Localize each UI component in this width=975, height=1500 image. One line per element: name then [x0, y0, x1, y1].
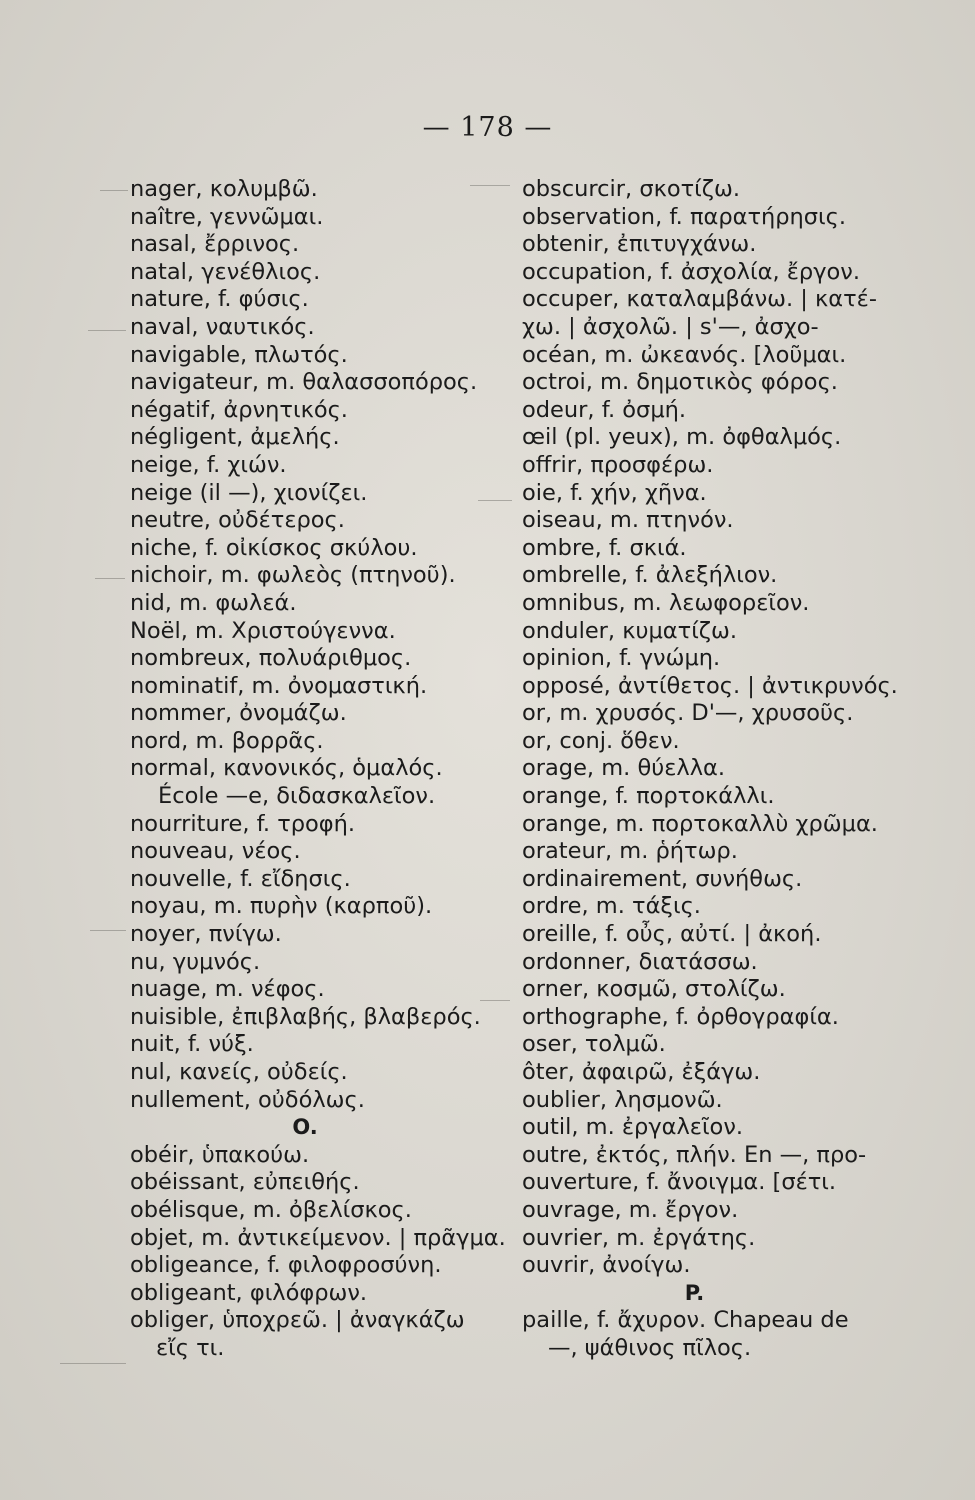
- dictionary-entry: or, conj. ὅθεν.: [522, 727, 680, 754]
- dictionary-entry: obtenir, ἐπιτυγχάνω.: [522, 231, 757, 258]
- dictionary-entry: noyau, m. πυρὴν (καρποῦ).: [130, 893, 433, 920]
- dictionary-entry: obligeant, φιλόφρων.: [130, 1279, 368, 1306]
- dictionary-entry: nouvelle, f. εἴδησις.: [130, 865, 351, 892]
- dictionary-entry: nu, γυμνός.: [130, 948, 261, 975]
- dictionary-entry: nombreux, πολυάριθμος.: [130, 645, 412, 672]
- dictionary-entry: nuage, m. νέφος.: [130, 976, 325, 1003]
- dictionary-entry: oser, τολμῶ.: [522, 1031, 666, 1058]
- dictionary-entry: nouveau, νέος.: [130, 838, 301, 865]
- dictionary-entry: neutre, οὐδέτερος.: [130, 507, 345, 534]
- dictionary-entry: nourriture, f. τροφή.: [130, 810, 356, 837]
- dictionary-entry: orner, κοσμῶ, στολίζω.: [522, 976, 786, 1003]
- dictionary-entry: opinion, f. γνώμη.: [522, 645, 721, 672]
- dictionary-entry: ombrelle, f. ἀλεξήλιον.: [522, 562, 778, 589]
- dictionary-entry: orateur, m. ῥήτωρ.: [522, 838, 738, 865]
- dictionary-entry: naval, ναυτικός.: [130, 313, 315, 340]
- dictionary-entry: ordonner, διατάσσω.: [522, 948, 758, 975]
- dictionary-entry: ouvrir, ἀνοίγω.: [522, 1252, 691, 1279]
- dictionary-entry: niche, f. οἰκίσκος σκύλου.: [130, 534, 418, 561]
- page-number: — 178 —: [422, 112, 553, 143]
- dictionary-entry: neige (il —), χιονίζει.: [130, 479, 368, 506]
- dictionary-entry: offrir, προσφέρω.: [522, 451, 714, 478]
- dictionary-entry: obélisque, m. ὀβελίσκος.: [130, 1196, 412, 1223]
- dictionary-entry: Noël, m. Χριστούγεννα.: [130, 617, 396, 644]
- dictionary-entry: oreille, f. οὖς, αὐτί. | ἀκοή.: [522, 921, 822, 948]
- dictionary-entry: onduler, κυματίζω.: [522, 617, 738, 644]
- dictionary-entry: négligent, ἀμελής.: [130, 424, 340, 451]
- letter-heading-o: O.: [292, 1115, 318, 1140]
- dictionary-entry: observation, f. παρατήρησις.: [522, 203, 847, 230]
- dictionary-entry: ordre, m. τάξις.: [522, 893, 701, 920]
- dictionary-entry: obliger, ὑποχρεῶ. | ἀναγκάζω: [130, 1307, 465, 1334]
- dictionary-entry: orage, m. θύελλα.: [522, 755, 726, 782]
- dictionary-entry: oublier, λησμονῶ.: [522, 1086, 723, 1113]
- dictionary-entry: ouvrier, m. ἐργάτης.: [522, 1224, 756, 1251]
- dictionary-entry: navigateur, m. θαλασσοπόρος.: [130, 369, 478, 396]
- dictionary-entry: oie, f. χήν, χῆνα.: [522, 479, 707, 506]
- dictionary-entry: ouvrage, m. ἔργον.: [522, 1196, 739, 1223]
- dictionary-entry: noyer, πνίγω.: [130, 921, 282, 948]
- dictionary-entry: nul, κανείς, οὐδείς.: [130, 1059, 348, 1085]
- dictionary-entry: occuper, καταλαμβάνω. | κατέ-: [522, 286, 877, 313]
- dictionary-entry: natal, γενέθλιος.: [130, 258, 321, 285]
- dictionary-entry: omnibus, m. λεωφορεῖον.: [522, 589, 810, 616]
- dictionary-entry: oiseau, m. πτηνόν.: [522, 507, 734, 534]
- dictionary-entry: nichoir, m. φωλεὸς (πτηνοῦ).: [130, 562, 456, 589]
- dictionary-entry: nuit, f. νύξ.: [130, 1031, 254, 1058]
- dictionary-entry: obéir, ὑπακούω.: [130, 1141, 310, 1168]
- dictionary-entry: normal, κανονικός, ὁμαλός.: [130, 755, 443, 782]
- dictionary-entry: orange, f. πορτοκάλλι.: [522, 783, 775, 810]
- dictionary-entry: opposé, ἀντίθετος. | ἀντικρυνός.: [522, 672, 898, 699]
- dictionary-entry: œil (pl. yeux), m. ὀφθαλμός.: [522, 424, 842, 451]
- right-column: [522, 176, 962, 1363]
- dictionary-entry: orthographe, f. ὀρθογραφία.: [522, 1003, 839, 1030]
- dictionary-entry: obligeance, f. φιλοφροσύνη.: [130, 1252, 442, 1279]
- dictionary-entry: neige, f. χιών.: [130, 451, 287, 478]
- dictionary-entry: obéissant, εὐπειθής.: [130, 1169, 360, 1196]
- left-column: [130, 176, 510, 1363]
- dictionary-entry: ombre, f. σκιά.: [522, 534, 687, 561]
- letter-heading-p: P.: [684, 1280, 705, 1305]
- dictionary-entry: occupation, f. ἀσχολία, ἔργον.: [522, 258, 860, 285]
- dictionary-entry: objet, m. ἀντικείμενον. | πρᾶγμα.: [130, 1224, 506, 1251]
- dictionary-entry: odeur, f. ὀσμή.: [522, 396, 687, 423]
- dictionary-entry: nuisible, ἐπιβλαβής, βλαβερός.: [130, 1003, 481, 1030]
- dictionary-entry-continuation: χω. | ἀσχολῶ. | s'—, ἀσχο-: [522, 313, 819, 340]
- dictionary-entry: paille, f. ἄχυρον. Chapeau de: [522, 1307, 849, 1334]
- dictionary-entry: orange, m. πορτοκαλλὺ χρῶμα.: [522, 810, 878, 837]
- dictionary-entry: nager, κολυμβῶ.: [130, 176, 318, 202]
- dictionary-entry: nommer, ὀνομάζω.: [130, 700, 347, 727]
- dictionary-subentry: École —e, διδασκαλεῖον.: [158, 783, 436, 810]
- dictionary-entry: outil, m. ἐργαλεῖον.: [522, 1114, 744, 1141]
- dictionary-entry-continuation: —, ψάθινος πῖλος.: [548, 1334, 752, 1361]
- dictionary-entry: outre, ἐκτός, πλήν. En —, προ-: [522, 1141, 867, 1168]
- dictionary-entry: nasal, ἔρρινος.: [130, 231, 300, 258]
- dictionary-entry: navigable, πλωτός.: [130, 341, 348, 368]
- dictionary-entry: or, m. χρυσός. D'—, χρυσοῦς.: [522, 700, 854, 727]
- dictionary-entry: obscurcir, σκοτίζω.: [522, 176, 741, 202]
- dictionary-entry: ordinairement, συνήθως.: [522, 865, 803, 892]
- dictionary-entry: nullement, οὐδόλως.: [130, 1086, 365, 1113]
- dictionary-entry: nid, m. φωλεά.: [130, 589, 297, 616]
- dictionary-entry: nord, m. βορρᾶς.: [130, 727, 324, 754]
- dictionary-entry: ouverture, f. ἄνοιγμα. [σέτι.: [522, 1169, 837, 1196]
- dictionary-entry: océan, m. ὠκεανός. [λοῦμαι.: [522, 341, 847, 368]
- dictionary-entry: octroi, m. δημοτικὸς φόρος.: [522, 369, 838, 396]
- dictionary-entry-continuation: εἴς τι.: [156, 1334, 225, 1361]
- dictionary-entry: ôter, ἀφαιρῶ, ἐξάγω.: [522, 1059, 761, 1085]
- dictionary-entry: nominatif, m. ὀνομαστική.: [130, 672, 428, 699]
- dictionary-entry: nature, f. φύσις.: [130, 286, 309, 313]
- dictionary-entry: négatif, ἀρνητικός.: [130, 396, 348, 423]
- dictionary-entry: naître, γεννῶμαι.: [130, 203, 324, 230]
